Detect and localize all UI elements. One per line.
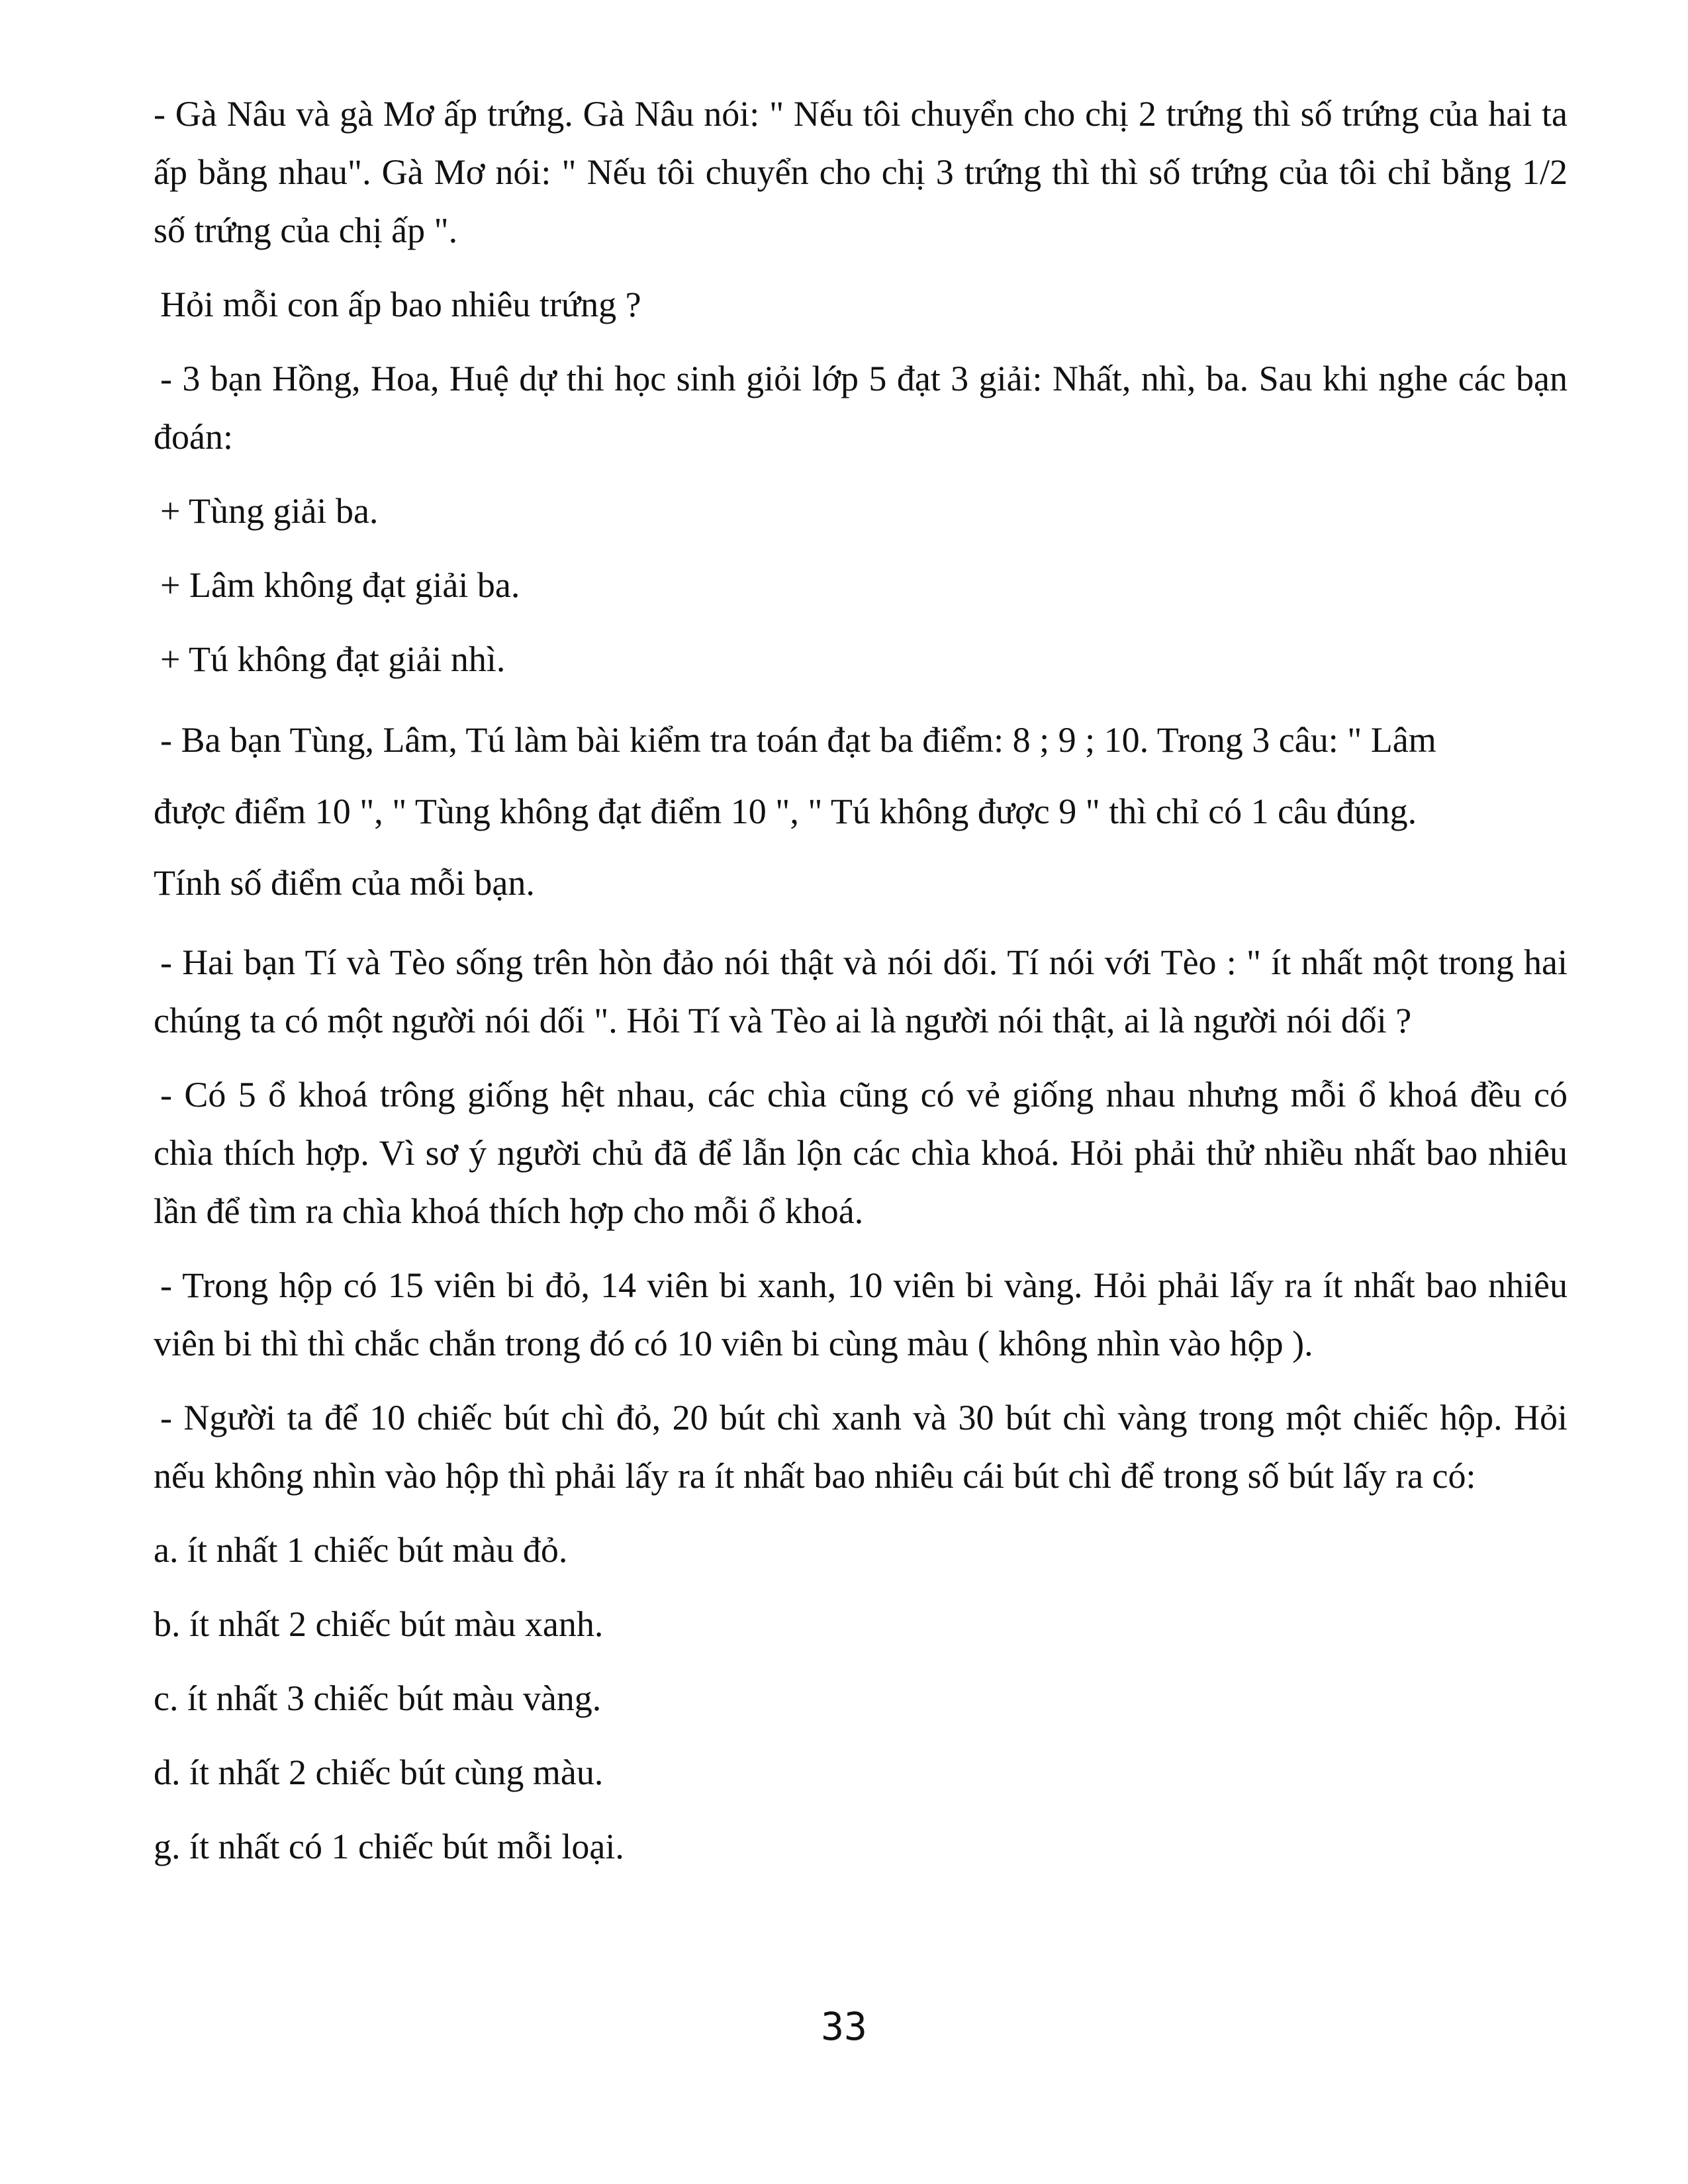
answer-option-a: a. ít nhất 1 chiếc bút màu đỏ. bbox=[154, 1530, 568, 1570]
problem-hens-eggs: - Gà Nâu và gà Mơ ấp trứng. Gà Nâu nói: " Nếu tôi chuyển cho chị 2 trứng thì số trứng của hai ta ấp bằng nhau". Gà Mơ nói: " Nếu tôi chuyển cho chị 3 trứng thì thì số trứng của tôi chỉ bằng 1/2 số trứng của chị ấp ". bbox=[154, 94, 1568, 250]
question-eggs: Hỏi mỗi con ấp bao nhiêu trứng ? bbox=[160, 285, 641, 324]
page-content bbox=[154, 85, 1568, 1876]
problem-truth-liar: - Hai bạn Tí và Tèo sống trên hòn đảo nói thật và nói dối. Tí nói với Tèo : " ít nhất một trong hai chúng ta có một người nói dối ". Hỏi Tí và Tèo ai là người nói thật, ai là người nói dối ? bbox=[154, 942, 1568, 1040]
guess-item: + Tú không đạt giải nhì. bbox=[160, 639, 506, 679]
page-number: 33 bbox=[821, 2004, 867, 2049]
problem-scores-line-3: Tính số điểm của mỗi bạn. bbox=[154, 863, 535, 903]
problem-locks-keys: - Có 5 ổ khoá trông giống hệt nhau, các chìa cũng có vẻ giống nhau nhưng mỗi ổ khoá đều có chìa thích hợp. Vì sơ ý người chủ đã để lẫn lộn các chìa khoá. Hỏi phải thử nhiều nhất bao nhiêu lần để tìm ra chìa khoá thích hợp cho mỗi ổ khoá. bbox=[154, 1075, 1568, 1231]
problem-marbles: - Trong hộp có 15 viên bi đỏ, 14 viên bi xanh, 10 viên bi vàng. Hỏi phải lấy ra ít nhất bao nhiêu viên bi thì thì chắc chắn trong đó có 10 viên bi cùng màu ( không nhìn vào hộp ). bbox=[154, 1265, 1568, 1363]
guess-item: + Lâm không đạt giải ba. bbox=[160, 565, 520, 605]
problem-pencils: - Người ta để 10 chiếc bút chì đỏ, 20 bút chì xanh và 30 bút chì vàng trong một chiếc hộp. Hỏi nếu không nhìn vào hộp thì phải lấy ra ít nhất bao nhiêu cái bút chì để trong số bút lấy ra có: bbox=[154, 1398, 1568, 1496]
answer-option-g: g. ít nhất có 1 chiếc bút mỗi loại. bbox=[154, 1827, 624, 1866]
guess-item: + Tùng giải ba. bbox=[160, 491, 379, 531]
problem-prizes: - 3 bạn Hồng, Hoa, Huệ dự thi học sinh giỏi lớp 5 đạt 3 giải: Nhất, nhì, ba. Sau khi nghe các bạn đoán: bbox=[154, 359, 1568, 457]
answer-option-d: d. ít nhất 2 chiếc bút cùng màu. bbox=[154, 1752, 604, 1792]
answer-option-b: b. ít nhất 2 chiếc bút màu xanh. bbox=[154, 1604, 604, 1644]
problem-scores-line-1: - Ba bạn Tùng, Lâm, Tú làm bài kiểm tra toán đạt ba điểm: 8 ; 9 ; 10. Trong 3 câu: " Lâm bbox=[160, 720, 1436, 760]
answer-option-c: c. ít nhất 3 chiếc bút màu vàng. bbox=[154, 1678, 602, 1718]
problem-scores-line-2: được điểm 10 ", " Tùng không đạt điểm 10 ", " Tú không được 9 " thì chỉ có 1 câu đúng. bbox=[154, 792, 1417, 831]
